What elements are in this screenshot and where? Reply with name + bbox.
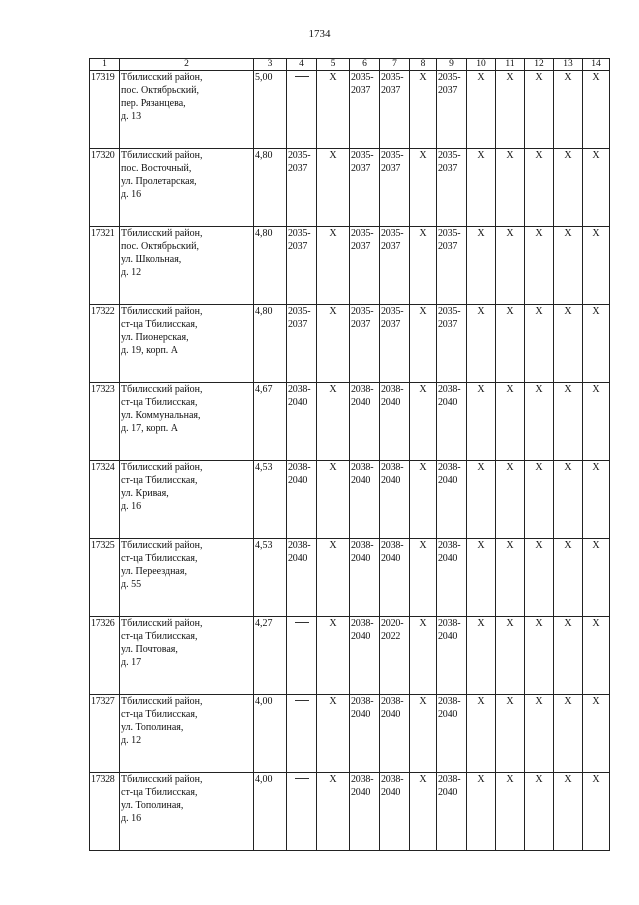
period-line: 2040 (438, 787, 458, 798)
period-line: 2035- (438, 150, 461, 161)
period-line: 2038- (288, 384, 311, 395)
period-line: 2020- (381, 618, 404, 629)
period-cell-c9 (437, 383, 467, 461)
period-line: 2037 (438, 241, 458, 252)
address-line: д. 17 (121, 657, 142, 668)
mark-cell-c14: X (583, 305, 610, 383)
mark-cell-c12: X (525, 305, 554, 383)
mark-cell-c12: X (525, 539, 554, 617)
mark-cell-c5: X (317, 617, 350, 695)
address-line: ул. Тополиная, (121, 722, 184, 733)
mark-cell-c13: X (554, 71, 583, 149)
value-cell: 4,80 (254, 227, 287, 305)
period-line: 2040 (351, 397, 371, 408)
period-line: 2038- (381, 384, 404, 395)
mark-cell-c11: X (496, 149, 525, 227)
mark-cell-c12: X (525, 617, 554, 695)
period-cell-c7 (380, 773, 410, 851)
address-line: Тбилисский район, (121, 228, 203, 239)
empty-dash-cell-c4 (287, 71, 317, 149)
period-cell-c6 (350, 617, 380, 695)
period-line: 2038- (381, 540, 404, 551)
address-line: пер. Рязанцева, (121, 98, 186, 109)
mark-cell-c5: X (317, 305, 350, 383)
table-row (90, 695, 610, 773)
address-cell (120, 773, 254, 851)
mark-cell-c11: X (496, 695, 525, 773)
period-line: 2040 (381, 709, 401, 720)
period-cell-c7 (380, 71, 410, 149)
mark-cell-c5: X (317, 461, 350, 539)
address-cell (120, 695, 254, 773)
address-line: ул. Пионерская, (121, 332, 189, 343)
mark-cell-c5: X (317, 227, 350, 305)
mark-cell-c13: X (554, 461, 583, 539)
period-line: 2037 (438, 163, 458, 174)
table-row (90, 539, 610, 617)
period-cell-c7 (380, 305, 410, 383)
table-row (90, 227, 610, 305)
address-line: д. 12 (121, 267, 142, 278)
mark-cell-c8: X (410, 305, 437, 383)
address-line: д. 17, корп. А (121, 423, 179, 434)
address-line: Тбилисский район, (121, 774, 203, 785)
record-number: 17328 (90, 773, 120, 851)
period-cell-c6 (350, 773, 380, 851)
period-line: 2035- (288, 150, 311, 161)
table-row (90, 383, 610, 461)
period-line: 2040 (288, 397, 308, 408)
period-line: 2037 (351, 163, 371, 174)
period-line: 2038- (351, 696, 374, 707)
address-line: ул. Переездная, (121, 566, 187, 577)
table-body (90, 71, 610, 851)
address-line: ст-ца Тбилисская, (121, 553, 198, 564)
mark-cell-c13: X (554, 539, 583, 617)
period-line: 2038- (438, 540, 461, 551)
address-line: ст-ца Тбилисская, (121, 787, 198, 798)
mark-cell-c8: X (410, 227, 437, 305)
address-line: Тбилисский район, (121, 306, 203, 317)
column-header-13: 13 (554, 59, 583, 71)
column-header-4: 4 (287, 59, 317, 71)
dash-mark (295, 700, 309, 701)
mark-cell-c10: X (467, 461, 496, 539)
address-line: ст-ца Тбилисская, (121, 319, 198, 330)
period-line: 2040 (381, 475, 401, 486)
column-header-5: 5 (317, 59, 350, 71)
period-line: 2035- (438, 228, 461, 239)
column-header-11: 11 (496, 59, 525, 71)
address-line: д. 13 (121, 111, 142, 122)
period-cell-c6 (350, 227, 380, 305)
period-line: 2037 (351, 319, 371, 330)
period-line: 2037 (288, 319, 308, 330)
record-number: 17326 (90, 617, 120, 695)
mark-cell-c11: X (496, 227, 525, 305)
record-number: 17327 (90, 695, 120, 773)
mark-cell-c12: X (525, 461, 554, 539)
mark-cell-c10: X (467, 695, 496, 773)
column-header-6: 6 (350, 59, 380, 71)
period-line: 2040 (351, 709, 371, 720)
address-line: Тбилисский район, (121, 150, 203, 161)
address-line: д. 16 (121, 813, 142, 824)
period-line: 2038- (288, 462, 311, 473)
record-number: 17320 (90, 149, 120, 227)
address-line: Тбилисский район, (121, 384, 203, 395)
address-line: Тбилисский район, (121, 462, 203, 473)
mark-cell-c10: X (467, 71, 496, 149)
period-line: 2038- (351, 618, 374, 629)
mark-cell-c11: X (496, 539, 525, 617)
period-line: 2037 (438, 319, 458, 330)
table-row (90, 71, 610, 149)
period-line: 2037 (438, 85, 458, 96)
period-cell-c6 (350, 71, 380, 149)
period-cell-c6 (350, 461, 380, 539)
mark-cell-c8: X (410, 617, 437, 695)
mark-cell-c14: X (583, 71, 610, 149)
mark-cell-c13: X (554, 773, 583, 851)
mark-cell-c14: X (583, 461, 610, 539)
period-line: 2035- (381, 306, 404, 317)
period-cell-c6 (350, 539, 380, 617)
mark-cell-c13: X (554, 227, 583, 305)
period-line: 2040 (351, 553, 371, 564)
mark-cell-c11: X (496, 617, 525, 695)
period-line: 2040 (438, 475, 458, 486)
period-cell-c6 (350, 383, 380, 461)
value-cell: 4,80 (254, 149, 287, 227)
period-cell-c4 (287, 305, 317, 383)
record-number: 17321 (90, 227, 120, 305)
mark-cell-c5: X (317, 695, 350, 773)
period-cell-c7 (380, 617, 410, 695)
column-header-10: 10 (467, 59, 496, 71)
mark-cell-c10: X (467, 383, 496, 461)
address-line: пос. Восточный, (121, 163, 192, 174)
value-cell: 4,27 (254, 617, 287, 695)
mark-cell-c11: X (496, 71, 525, 149)
mark-cell-c8: X (410, 539, 437, 617)
mark-cell-c8: X (410, 383, 437, 461)
mark-cell-c12: X (525, 773, 554, 851)
mark-cell-c10: X (467, 305, 496, 383)
period-line: 2035- (351, 228, 374, 239)
value-cell: 4,67 (254, 383, 287, 461)
table-row (90, 617, 610, 695)
mark-cell-c13: X (554, 695, 583, 773)
record-number: 17325 (90, 539, 120, 617)
period-line: 2035- (381, 228, 404, 239)
value-cell: 4,00 (254, 695, 287, 773)
period-cell-c9 (437, 305, 467, 383)
mark-cell-c12: X (525, 695, 554, 773)
period-line: 2040 (438, 397, 458, 408)
period-line: 2038- (438, 696, 461, 707)
dash-mark (295, 76, 309, 77)
period-cell-c9 (437, 227, 467, 305)
period-line: 2038- (438, 774, 461, 785)
dash-mark (295, 622, 309, 623)
period-line: 2035- (288, 228, 311, 239)
value-cell: 4,80 (254, 305, 287, 383)
period-line: 2038- (381, 462, 404, 473)
empty-dash-cell-c4 (287, 617, 317, 695)
record-number: 17323 (90, 383, 120, 461)
mark-cell-c5: X (317, 71, 350, 149)
record-number: 17322 (90, 305, 120, 383)
address-line: ст-ца Тбилисская, (121, 475, 198, 486)
dash-mark (295, 778, 309, 779)
table-row (90, 773, 610, 851)
address-line: ул. Коммунальная, (121, 410, 201, 421)
period-cell-c4 (287, 149, 317, 227)
mark-cell-c14: X (583, 695, 610, 773)
column-header-1: 1 (90, 59, 120, 71)
period-line: 2037 (288, 163, 308, 174)
period-cell-c9 (437, 71, 467, 149)
period-line: 2040 (351, 787, 371, 798)
address-cell (120, 383, 254, 461)
address-line: ст-ца Тбилисская, (121, 709, 198, 720)
address-line: д. 16 (121, 501, 142, 512)
column-header-14: 14 (583, 59, 610, 71)
address-cell (120, 71, 254, 149)
address-line: д. 16 (121, 189, 142, 200)
period-line: 2040 (438, 709, 458, 720)
period-cell-c7 (380, 695, 410, 773)
mark-cell-c11: X (496, 773, 525, 851)
period-line: 2040 (288, 553, 308, 564)
mark-cell-c10: X (467, 617, 496, 695)
mark-cell-c14: X (583, 383, 610, 461)
period-cell-c7 (380, 383, 410, 461)
column-header-9: 9 (437, 59, 467, 71)
address-line: Тбилисский район, (121, 540, 203, 551)
address-cell (120, 539, 254, 617)
period-line: 2038- (351, 462, 374, 473)
period-line: 2038- (381, 696, 404, 707)
period-cell-c7 (380, 149, 410, 227)
value-cell: 5,00 (254, 71, 287, 149)
period-line: 2038- (351, 774, 374, 785)
period-line: 2035- (381, 72, 404, 83)
mark-cell-c12: X (525, 227, 554, 305)
period-cell-c4 (287, 539, 317, 617)
period-line: 2040 (381, 397, 401, 408)
period-cell-c9 (437, 149, 467, 227)
mark-cell-c8: X (410, 695, 437, 773)
address-line: Тбилисский район, (121, 696, 203, 707)
mark-cell-c10: X (467, 773, 496, 851)
period-line: 2038- (438, 384, 461, 395)
period-cell-c9 (437, 539, 467, 617)
address-line: д. 12 (121, 735, 142, 746)
register-table (89, 58, 610, 851)
mark-cell-c13: X (554, 305, 583, 383)
period-line: 2038- (438, 618, 461, 629)
mark-cell-c8: X (410, 71, 437, 149)
column-header-8: 8 (410, 59, 437, 71)
address-line: Тбилисский район, (121, 618, 203, 629)
period-cell-c9 (437, 461, 467, 539)
mark-cell-c13: X (554, 617, 583, 695)
record-number: 17324 (90, 461, 120, 539)
period-line: 2040 (381, 553, 401, 564)
period-cell-c4 (287, 461, 317, 539)
column-header-7: 7 (380, 59, 410, 71)
period-line: 2035- (438, 306, 461, 317)
column-header-12: 12 (525, 59, 554, 71)
mark-cell-c5: X (317, 383, 350, 461)
empty-dash-cell-c4 (287, 695, 317, 773)
period-cell-c9 (437, 617, 467, 695)
period-line: 2035- (351, 72, 374, 83)
address-line: ул. Тополиная, (121, 800, 184, 811)
period-line: 2037 (351, 85, 371, 96)
mark-cell-c14: X (583, 617, 610, 695)
period-line: 2038- (351, 540, 374, 551)
address-cell (120, 305, 254, 383)
table-row (90, 149, 610, 227)
mark-cell-c12: X (525, 71, 554, 149)
mark-cell-c14: X (583, 227, 610, 305)
period-line: 2037 (351, 241, 371, 252)
mark-cell-c13: X (554, 383, 583, 461)
period-cell-c6 (350, 149, 380, 227)
period-line: 2037 (381, 319, 401, 330)
mark-cell-c11: X (496, 461, 525, 539)
record-number: 17319 (90, 71, 120, 149)
address-cell (120, 617, 254, 695)
mark-cell-c12: X (525, 383, 554, 461)
address-line: ул. Пролетарская, (121, 176, 197, 187)
period-line: 2040 (438, 553, 458, 564)
value-cell: 4,53 (254, 539, 287, 617)
address-line: Тбилисский район, (121, 72, 203, 83)
address-line: ст-ца Тбилисская, (121, 397, 198, 408)
period-cell-c4 (287, 227, 317, 305)
address-line: ст-ца Тбилисская, (121, 631, 198, 642)
period-cell-c9 (437, 695, 467, 773)
period-line: 2035- (351, 306, 374, 317)
period-cell-c6 (350, 695, 380, 773)
period-line: 2037 (381, 85, 401, 96)
mark-cell-c10: X (467, 149, 496, 227)
period-cell-c4 (287, 383, 317, 461)
mark-cell-c8: X (410, 461, 437, 539)
period-line: 2038- (438, 462, 461, 473)
mark-cell-c5: X (317, 539, 350, 617)
mark-cell-c5: X (317, 773, 350, 851)
period-line: 2035- (288, 306, 311, 317)
period-line: 2038- (381, 774, 404, 785)
period-line: 2040 (351, 631, 371, 642)
mark-cell-c13: X (554, 149, 583, 227)
address-line: пос. Октябрьский, (121, 85, 199, 96)
page-number: 1734 (308, 28, 331, 40)
address-cell (120, 149, 254, 227)
period-line: 2022 (381, 631, 401, 642)
period-cell-c6 (350, 305, 380, 383)
value-cell: 4,00 (254, 773, 287, 851)
period-line: 2040 (288, 475, 308, 486)
period-line: 2035- (438, 72, 461, 83)
mark-cell-c10: X (467, 227, 496, 305)
value-cell: 4,53 (254, 461, 287, 539)
period-line: 2038- (351, 384, 374, 395)
address-line: ул. Кривая, (121, 488, 169, 499)
table-row (90, 461, 610, 539)
period-line: 2037 (381, 241, 401, 252)
mark-cell-c12: X (525, 149, 554, 227)
address-line: ул. Школьная, (121, 254, 182, 265)
mark-cell-c14: X (583, 149, 610, 227)
period-line: 2038- (288, 540, 311, 551)
mark-cell-c11: X (496, 383, 525, 461)
period-line: 2035- (351, 150, 374, 161)
address-line: д. 19, корп. А (121, 345, 179, 356)
mark-cell-c10: X (467, 539, 496, 617)
mark-cell-c8: X (410, 773, 437, 851)
period-cell-c7 (380, 227, 410, 305)
address-cell (120, 227, 254, 305)
mark-cell-c8: X (410, 149, 437, 227)
mark-cell-c11: X (496, 305, 525, 383)
mark-cell-c14: X (583, 773, 610, 851)
mark-cell-c14: X (583, 539, 610, 617)
period-line: 2035- (381, 150, 404, 161)
column-header-3: 3 (254, 59, 287, 71)
period-line: 2037 (288, 241, 308, 252)
table-row (90, 305, 610, 383)
address-line: д. 55 (121, 579, 142, 590)
empty-dash-cell-c4 (287, 773, 317, 851)
period-line: 2037 (381, 163, 401, 174)
period-cell-c9 (437, 773, 467, 851)
period-cell-c7 (380, 461, 410, 539)
period-line: 2040 (351, 475, 371, 486)
address-line: ул. Почтовая, (121, 644, 178, 655)
period-line: 2040 (438, 631, 458, 642)
mark-cell-c5: X (317, 149, 350, 227)
address-cell (120, 461, 254, 539)
column-header-2: 2 (120, 59, 254, 71)
period-line: 2040 (381, 787, 401, 798)
address-line: пос. Октябрьский, (121, 241, 199, 252)
period-cell-c7 (380, 539, 410, 617)
header-row (90, 59, 610, 71)
